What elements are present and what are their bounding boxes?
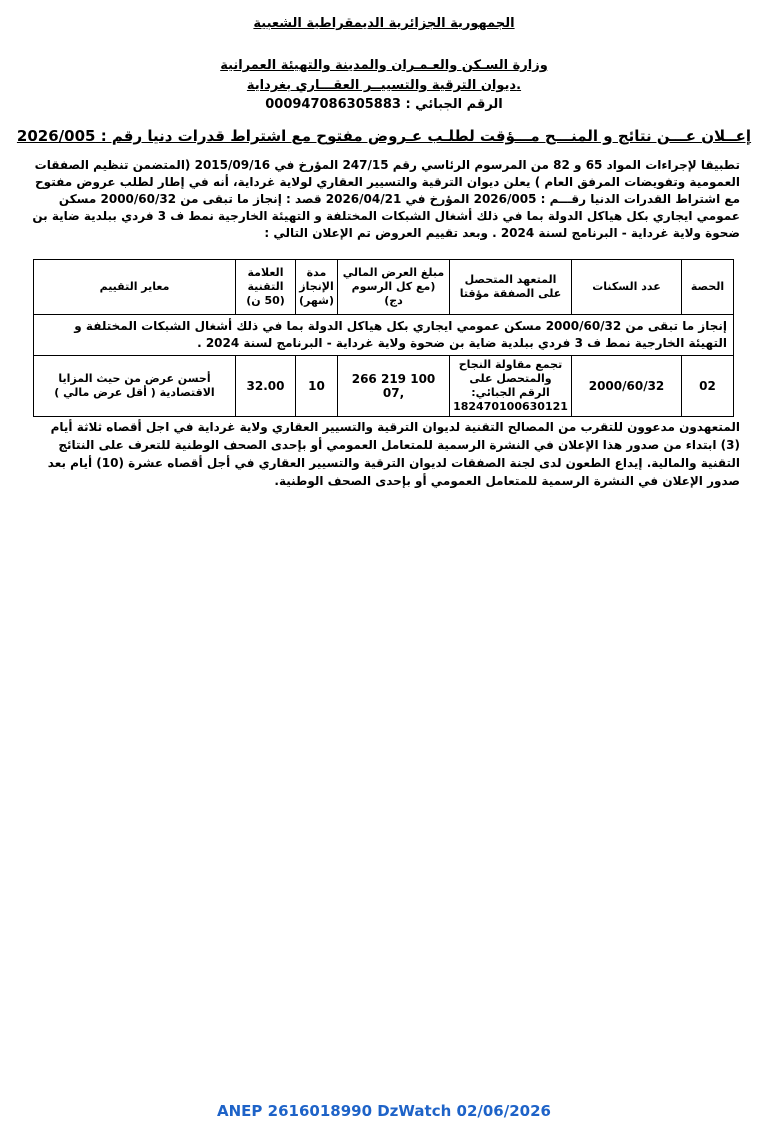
office-header: ديوان الترقية والتسييــر العقـــاري بغرداية. [246,78,522,93]
lot-description-row [34,315,734,356]
announcement-title: إعــلان عـــن نتائج و المنـــح مـــؤقت لطلـب عـروض مفتوح مع اشتراط قدرات دنيا رقم : 2026/005 [16,127,752,145]
cell-duration: 10 [296,356,338,417]
results-table [33,259,734,417]
cell-technical-score: 32.00 [236,356,296,417]
intro-paragraph: تطبيقا لإجراءات المواد 65 و 82 من المرسوم الرئاسي رقم 247/15 المؤرخ في 2015/09/16 (المتضمن تنظيم الصفقات العمومية وتفويضات المرفق العام ) يعلن ديوان الترقية والتسيير العقاري لولاية غرداية، أنه في إطار لطلب عروض مفتوح مع اشتراط القدرات الدنيا رقـــم : 2026/005 المؤرخ في 2026/04/21 قصد : إنجاز ما تبقى من 2000/60/32 مسكن عمومي ايجاري بكل هياكل الدولة بما في ذلك أشغال الشبكات المختلفة و التهيئة الخارجية نمط ف 3 فردي ببلدية ضاية بن ضحوة ولاية غرداية - البرنامج لسنة 2024 . وبعد تقييم العروض تم الإعلان التالي : [32,158,740,240]
header-housing-count: عدد السكنات [572,260,682,315]
header-duration: مدة الإنجاز (شهر) [296,260,338,315]
header-criteria: معاير التقييم [34,260,236,315]
republic-header: الجمهورية الجزائرية الديمقراطية الشعبية [253,16,515,31]
cell-criteria: أحسن عرض من حيث المزايا الاقتصادية ( أقل عرض مالي ) [34,356,236,417]
header-technical-score: العلامة التقنية (50 ن) [236,260,296,315]
notice-paragraph: المتعهدون مدعوون للتقرب من المصالح التقنية لديوان الترقية والتسيير العقاري ولاية غرداية في اجل أقصاه ثلاثة أيام (3) ابتداء من صدور هذا الإعلان في النشرة الرسمية للمتعامل العمومي أو بإحدى الصحف الوطنية للتعرف على النتائج التقنية والمالية. إيداع الطعون لدى لجنة الصفقات لديوان الترقية والتسيير العقاري في أجل أقصاه عشرة (10) أيام بعد صدور الإعلان في النشرة الرسمية للمتعامل العمومي أو بإحدى الصحف الوطنية. [47,420,740,488]
lot-description: إنجاز ما تبقى من 2000/60/32 مسكن عمومي ايجاري بكل هياكل الدولة بما في ذلك أشغال الشبكات المختلفة و التهيئة الخارجية نمط ف 3 فردي ببلدية ضاية بن ضحوة ولاية غرداية - البرنامج لسنة 2024 . [34,315,734,356]
table-header-row [34,260,734,315]
cell-amount: 100 219 266 ,07 [338,356,450,417]
header-amount: مبلغ العرض المالي (مع كل الرسوم دج) [338,260,450,315]
header-lot: الحصة [682,260,734,315]
tax-id: الرقم الجبائي : 000947086305883 [265,97,503,112]
cell-lot: 02 [682,356,734,417]
ministry-header: وزارة السـكن والعـمـران والمدينة والتهيئة العمرانية [220,58,548,73]
cell-bidder: تجمع مقاولة النجاح والمتحصل على الرقم الجبائي: 182470100630121 [450,356,572,417]
table-row [34,356,734,417]
publication-footer: ANEP 2616018990 DzWatch 02/06/2026 [217,1102,551,1120]
cell-housing-count: 2000/60/32 [572,356,682,417]
header-bidder: المتعهد المتحصل على الصفقة مؤقتا [450,260,572,315]
